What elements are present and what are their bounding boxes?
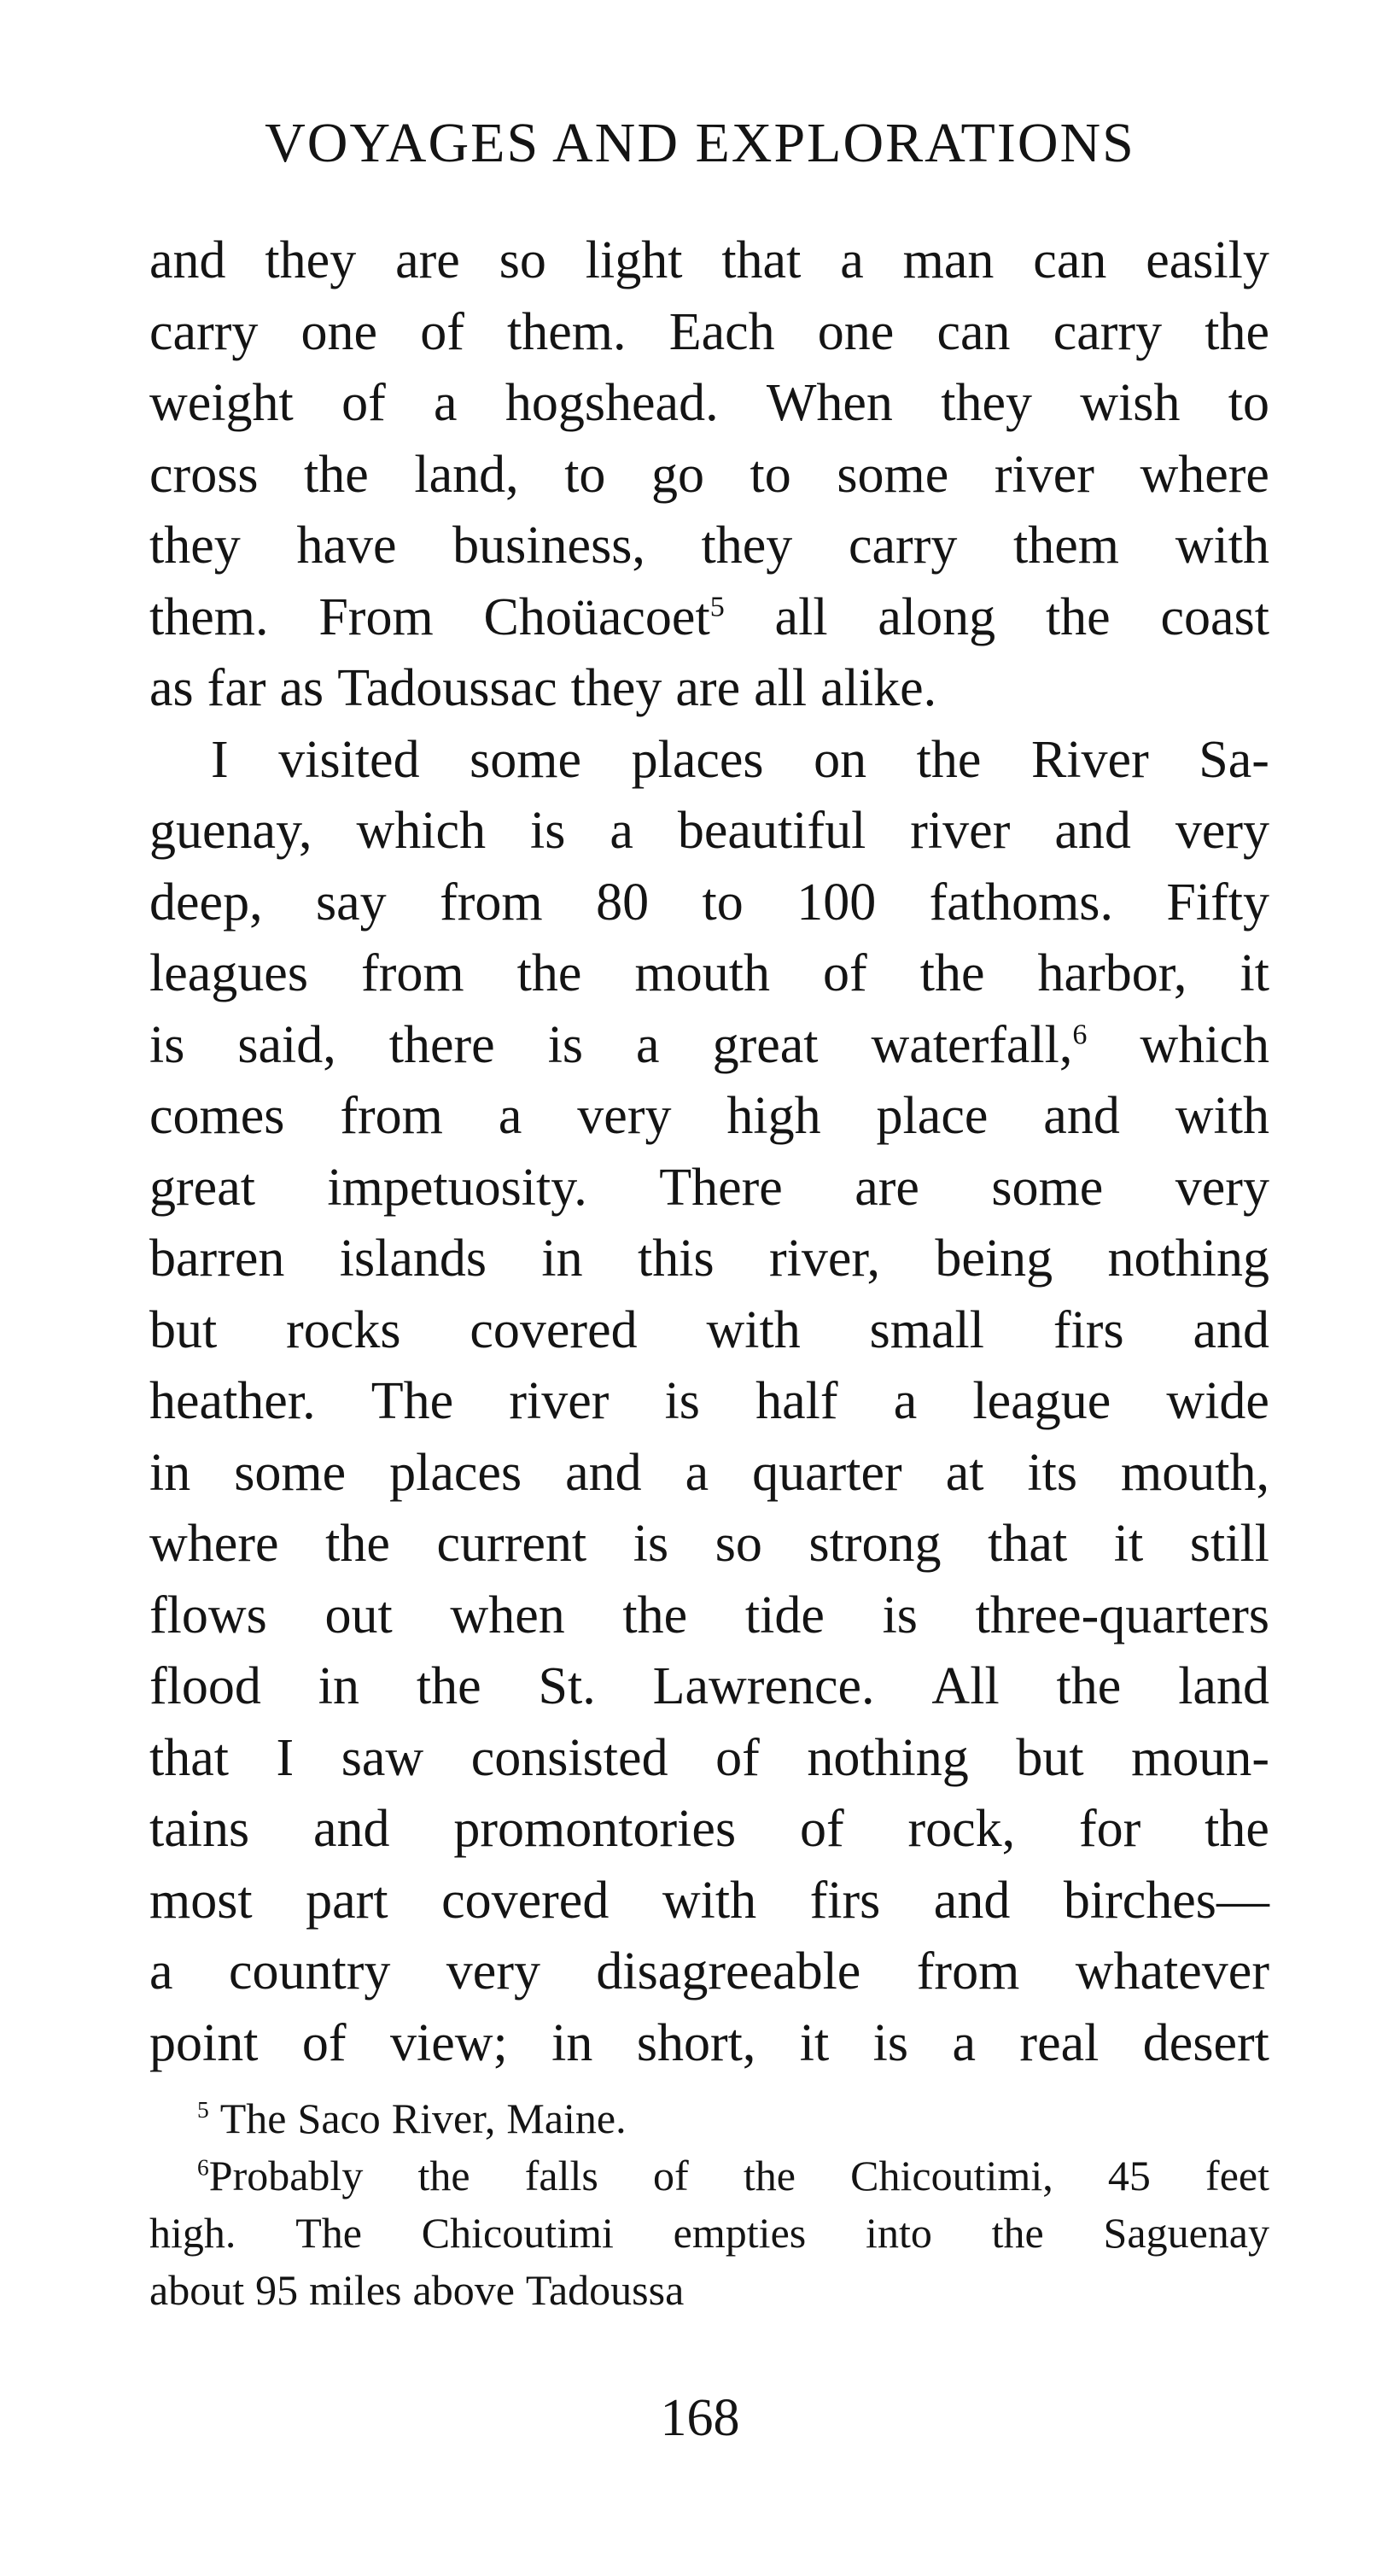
word: with [1175, 517, 1269, 575]
word: most [149, 1871, 253, 1930]
word: falls [524, 2152, 598, 2199]
word: but [1016, 1728, 1084, 1787]
word: I [276, 1728, 295, 1787]
word: consisted [470, 1728, 668, 1787]
word: flood [149, 1657, 261, 1715]
text-line [149, 1580, 1269, 1652]
text-line [149, 582, 1269, 654]
word: nothing [1107, 1230, 1269, 1288]
word: very [1175, 1158, 1269, 1217]
word: Chicoutimi [421, 2209, 614, 2257]
word: business, [452, 517, 645, 575]
word: and [149, 231, 226, 289]
word: some [234, 1443, 347, 1502]
word: fathoms. [929, 873, 1113, 932]
word: River [1030, 730, 1149, 789]
text-line [149, 1794, 1269, 1866]
word: they [149, 517, 241, 575]
word: There [659, 1158, 783, 1217]
word: land, [414, 445, 519, 504]
word: a [610, 802, 633, 860]
word: mouth, [1121, 1443, 1269, 1502]
word: is [664, 1372, 700, 1430]
word: of [653, 2152, 689, 2199]
word: half [755, 1372, 838, 1430]
word: about [149, 2266, 245, 2314]
word: Tadoussa [525, 2266, 685, 2314]
word: The [370, 1372, 454, 1430]
word: river, [768, 1230, 881, 1288]
word: empties [673, 2209, 807, 2257]
word: Choüacoet$^5$ [483, 587, 725, 646]
word: tide [744, 1586, 825, 1644]
word: from [916, 1942, 1020, 2001]
word: covered [441, 1871, 610, 1930]
footnote-line [149, 2090, 1269, 2147]
footnote-marker: 5 [197, 2096, 209, 2123]
word: where [149, 1515, 279, 1573]
word: part [306, 1871, 388, 1930]
word: a [840, 231, 864, 289]
word: three-quarters [975, 1586, 1269, 1644]
word: covered [470, 1300, 638, 1359]
footnote-line [149, 2262, 1269, 2319]
word: of [341, 374, 386, 432]
word: for [1079, 1800, 1141, 1858]
word: is [530, 802, 566, 860]
word: small [869, 1300, 984, 1359]
word: short, [636, 2013, 756, 2072]
word: man [902, 231, 995, 289]
word: that [988, 1515, 1068, 1573]
word: at [945, 1443, 984, 1502]
word: so [499, 231, 546, 289]
word: feet [1205, 2152, 1269, 2199]
word: Lawrence. [652, 1657, 875, 1715]
word: and [313, 1800, 390, 1858]
word: from [361, 944, 464, 1002]
word: in [318, 1657, 359, 1715]
text-line [149, 1438, 1269, 1510]
word: this [637, 1230, 715, 1288]
text-line [149, 1651, 1269, 1723]
word: with [706, 1300, 801, 1359]
word: is [882, 1586, 918, 1644]
word: deep, [149, 873, 263, 932]
word: to [750, 445, 791, 504]
word: is [149, 1015, 185, 1074]
word: view; [389, 2013, 508, 2072]
word: them. [507, 302, 627, 361]
word: a [685, 1443, 709, 1502]
word: from [440, 873, 543, 932]
word: 95 [255, 2266, 299, 2314]
word: are [675, 659, 741, 717]
word: country [228, 1942, 391, 2001]
word: with [662, 1871, 757, 1930]
word: of [301, 2013, 347, 2072]
word: a [434, 374, 458, 432]
word: a [952, 2013, 976, 2072]
word: firs [809, 1871, 881, 1930]
word: I [211, 730, 229, 789]
word: all [774, 587, 828, 646]
word: Saguenay [1103, 2209, 1269, 2257]
text-line [149, 867, 1269, 939]
word: there [388, 1015, 495, 1074]
word: some [837, 445, 949, 504]
word: its [1027, 1443, 1078, 1502]
word: the [919, 944, 985, 1002]
word: them [1013, 517, 1120, 575]
word: the [417, 2152, 470, 2199]
text-line [149, 1509, 1269, 1580]
word: far [207, 659, 266, 717]
word: the [622, 1586, 688, 1644]
word: of [420, 302, 464, 361]
word: places [389, 1443, 522, 1502]
word: out [324, 1586, 393, 1644]
word: islands [339, 1230, 487, 1288]
word: leagues [149, 944, 308, 1002]
word: weight [149, 374, 294, 432]
word: as [279, 659, 324, 717]
text-line [149, 1866, 1269, 1937]
word: Tadoussac [337, 659, 557, 717]
word: to [564, 445, 606, 504]
word: is [872, 2013, 909, 2072]
word: can [1033, 231, 1107, 289]
word: still [1189, 1515, 1269, 1573]
word: the [516, 944, 582, 1002]
word: the [1045, 587, 1111, 646]
word: the [991, 2209, 1044, 2257]
word: the [743, 2152, 796, 2199]
word: it [1240, 944, 1269, 1002]
word: Sa- [1199, 730, 1269, 789]
word: rocks [286, 1300, 401, 1359]
word: on [814, 730, 867, 789]
word: from [340, 1087, 443, 1145]
word: comes [149, 1087, 285, 1145]
word: firs [1053, 1300, 1124, 1359]
word: the [416, 1657, 481, 1715]
word: to [702, 873, 744, 932]
word: they [265, 231, 357, 289]
word: quarter [752, 1443, 902, 1502]
word: of [799, 1800, 844, 1858]
word: Chicoutimi, [850, 2152, 1053, 2199]
word: some [991, 1158, 1104, 1217]
word: the [1205, 302, 1269, 361]
word: the [916, 730, 982, 789]
word: St. [538, 1657, 596, 1715]
word: river [509, 1372, 610, 1430]
body-text [149, 225, 1269, 2079]
word: which [356, 802, 487, 860]
word: nothing [807, 1728, 969, 1787]
word: guenay, [149, 802, 312, 860]
word: light [585, 231, 683, 289]
word: high [726, 1087, 821, 1145]
word: carry [1053, 302, 1163, 361]
word: and [1043, 1087, 1120, 1145]
word: one [300, 302, 378, 361]
word: river [994, 445, 1094, 504]
word: place [876, 1087, 989, 1145]
word: 45 [1107, 2152, 1151, 2199]
word: From [318, 587, 434, 646]
word: in [149, 1443, 191, 1502]
word: rock, [907, 1800, 1016, 1858]
text-line [149, 1081, 1269, 1153]
word: and [1193, 1300, 1269, 1359]
word: which [1140, 1015, 1269, 1074]
word: whatever [1075, 1942, 1269, 2001]
word: birches— [1063, 1871, 1269, 1930]
word: it [1113, 1515, 1144, 1573]
word: coast [1160, 587, 1269, 646]
word: is [547, 1015, 584, 1074]
word: Saco [297, 2094, 381, 2142]
word: places [631, 730, 764, 789]
word: league [972, 1372, 1111, 1430]
word: desert [1142, 2013, 1269, 2072]
text-line [149, 938, 1269, 1010]
word: great [149, 1158, 255, 1217]
text-line [149, 1224, 1269, 1295]
text-line [149, 440, 1269, 511]
word: all [754, 659, 808, 717]
text-line [149, 1153, 1269, 1224]
word: wish [1080, 374, 1181, 432]
footnote-marker: 6 [1072, 1018, 1088, 1050]
word: a [636, 1015, 660, 1074]
word: high. [149, 2209, 236, 2257]
text-line [149, 725, 1269, 797]
word: visited [278, 730, 420, 789]
footnote-marker: 5 [709, 590, 725, 622]
footnote-line [149, 2147, 1269, 2205]
word: they [941, 374, 1032, 432]
word: when [450, 1586, 565, 1644]
word: are [395, 231, 460, 289]
word: $^6$Probably [197, 2152, 364, 2199]
running-head: VOYAGES AND EXPLORATIONS [265, 112, 1135, 174]
word: 100 [796, 873, 877, 932]
word: impetuosity. [327, 1158, 587, 1217]
word: where [1140, 445, 1269, 504]
word: and [933, 1871, 1011, 1930]
word: All [931, 1657, 1000, 1715]
text-line [149, 297, 1269, 369]
word: have [296, 517, 397, 575]
word: some [470, 730, 582, 789]
word: harbor, [1037, 944, 1187, 1002]
word: the [325, 1515, 390, 1573]
word: in [551, 2013, 593, 2072]
word: the [1205, 1800, 1269, 1858]
word: Maine. [506, 2094, 627, 2142]
text-line [149, 1010, 1269, 1082]
word: a [893, 1372, 918, 1430]
text-line [149, 1723, 1269, 1795]
text-line [149, 1295, 1269, 1367]
text-line [149, 1936, 1269, 2008]
word: so [715, 1515, 762, 1573]
word: The [295, 2209, 362, 2257]
word: River, [391, 2094, 496, 2142]
word: disagreeable [596, 1942, 861, 2001]
word: miles [309, 2266, 402, 2314]
word: current [436, 1515, 587, 1573]
word: very [446, 1942, 540, 2001]
word: the [304, 445, 369, 504]
word: flows [149, 1586, 267, 1644]
word: river [910, 802, 1011, 860]
word: cross [149, 445, 259, 504]
page-number: 168 [660, 2389, 740, 2447]
word: it [799, 2013, 830, 2072]
word: but [149, 1300, 218, 1359]
word: alike. [820, 659, 937, 717]
word: strong [808, 1515, 942, 1573]
word: saw [341, 1728, 424, 1787]
word: go [650, 445, 704, 504]
word: with [1175, 1087, 1269, 1145]
footnote-marker: 6 [197, 2153, 209, 2181]
word: very [577, 1087, 672, 1145]
word: land [1178, 1657, 1269, 1715]
word: into [866, 2209, 932, 2257]
word: and [565, 1443, 642, 1502]
word: one [817, 302, 895, 361]
word: tains [149, 1800, 250, 1858]
word: real [1019, 2013, 1100, 2072]
word: a [149, 1942, 173, 2001]
word: wide [1166, 1372, 1269, 1430]
footnote-line [149, 2205, 1269, 2262]
text-line [149, 1366, 1269, 1438]
word: along [878, 587, 996, 646]
word: of [823, 944, 867, 1002]
text-line [149, 796, 1269, 867]
word: moun- [1131, 1728, 1269, 1787]
word: can [936, 302, 1011, 361]
word: say [316, 873, 387, 932]
text-line [149, 2008, 1269, 2080]
word: they [570, 659, 662, 717]
word: they [701, 517, 793, 575]
word: is [633, 1515, 669, 1573]
word: very [1175, 802, 1269, 860]
word: carry [848, 517, 958, 575]
word: barren [149, 1230, 285, 1288]
word: $^5$ The [197, 2094, 287, 2142]
word: the [1056, 1657, 1122, 1715]
text-line [149, 653, 1269, 725]
word: a [498, 1087, 522, 1145]
word: 80 [596, 873, 650, 932]
word: mouth [634, 944, 770, 1002]
word: point [149, 2013, 259, 2072]
word: as [149, 659, 194, 717]
word: heather. [149, 1372, 316, 1430]
text-line [149, 225, 1269, 297]
word: that [149, 1728, 229, 1787]
word: Each [668, 302, 775, 361]
text-line [149, 368, 1269, 440]
word: to [1228, 374, 1269, 432]
word: promontories [453, 1800, 737, 1858]
word: When [766, 374, 893, 432]
text-line [149, 511, 1269, 582]
word: being [935, 1230, 1053, 1288]
word: and [1054, 802, 1131, 860]
word: are [855, 1158, 919, 1217]
word: Fifty [1166, 873, 1269, 932]
word: waterfall,$^6$ [871, 1015, 1088, 1074]
word: of [715, 1728, 760, 1787]
footnotes [149, 2090, 1269, 2319]
word: easily [1146, 231, 1269, 289]
word: that [721, 231, 802, 289]
word: said, [237, 1015, 336, 1074]
word: great [712, 1015, 819, 1074]
word: carry [149, 302, 259, 361]
word: in [541, 1230, 583, 1288]
word: hogshead. [505, 374, 719, 432]
word: above [412, 2266, 515, 2314]
word: beautiful [677, 802, 866, 860]
word: them. [149, 587, 269, 646]
